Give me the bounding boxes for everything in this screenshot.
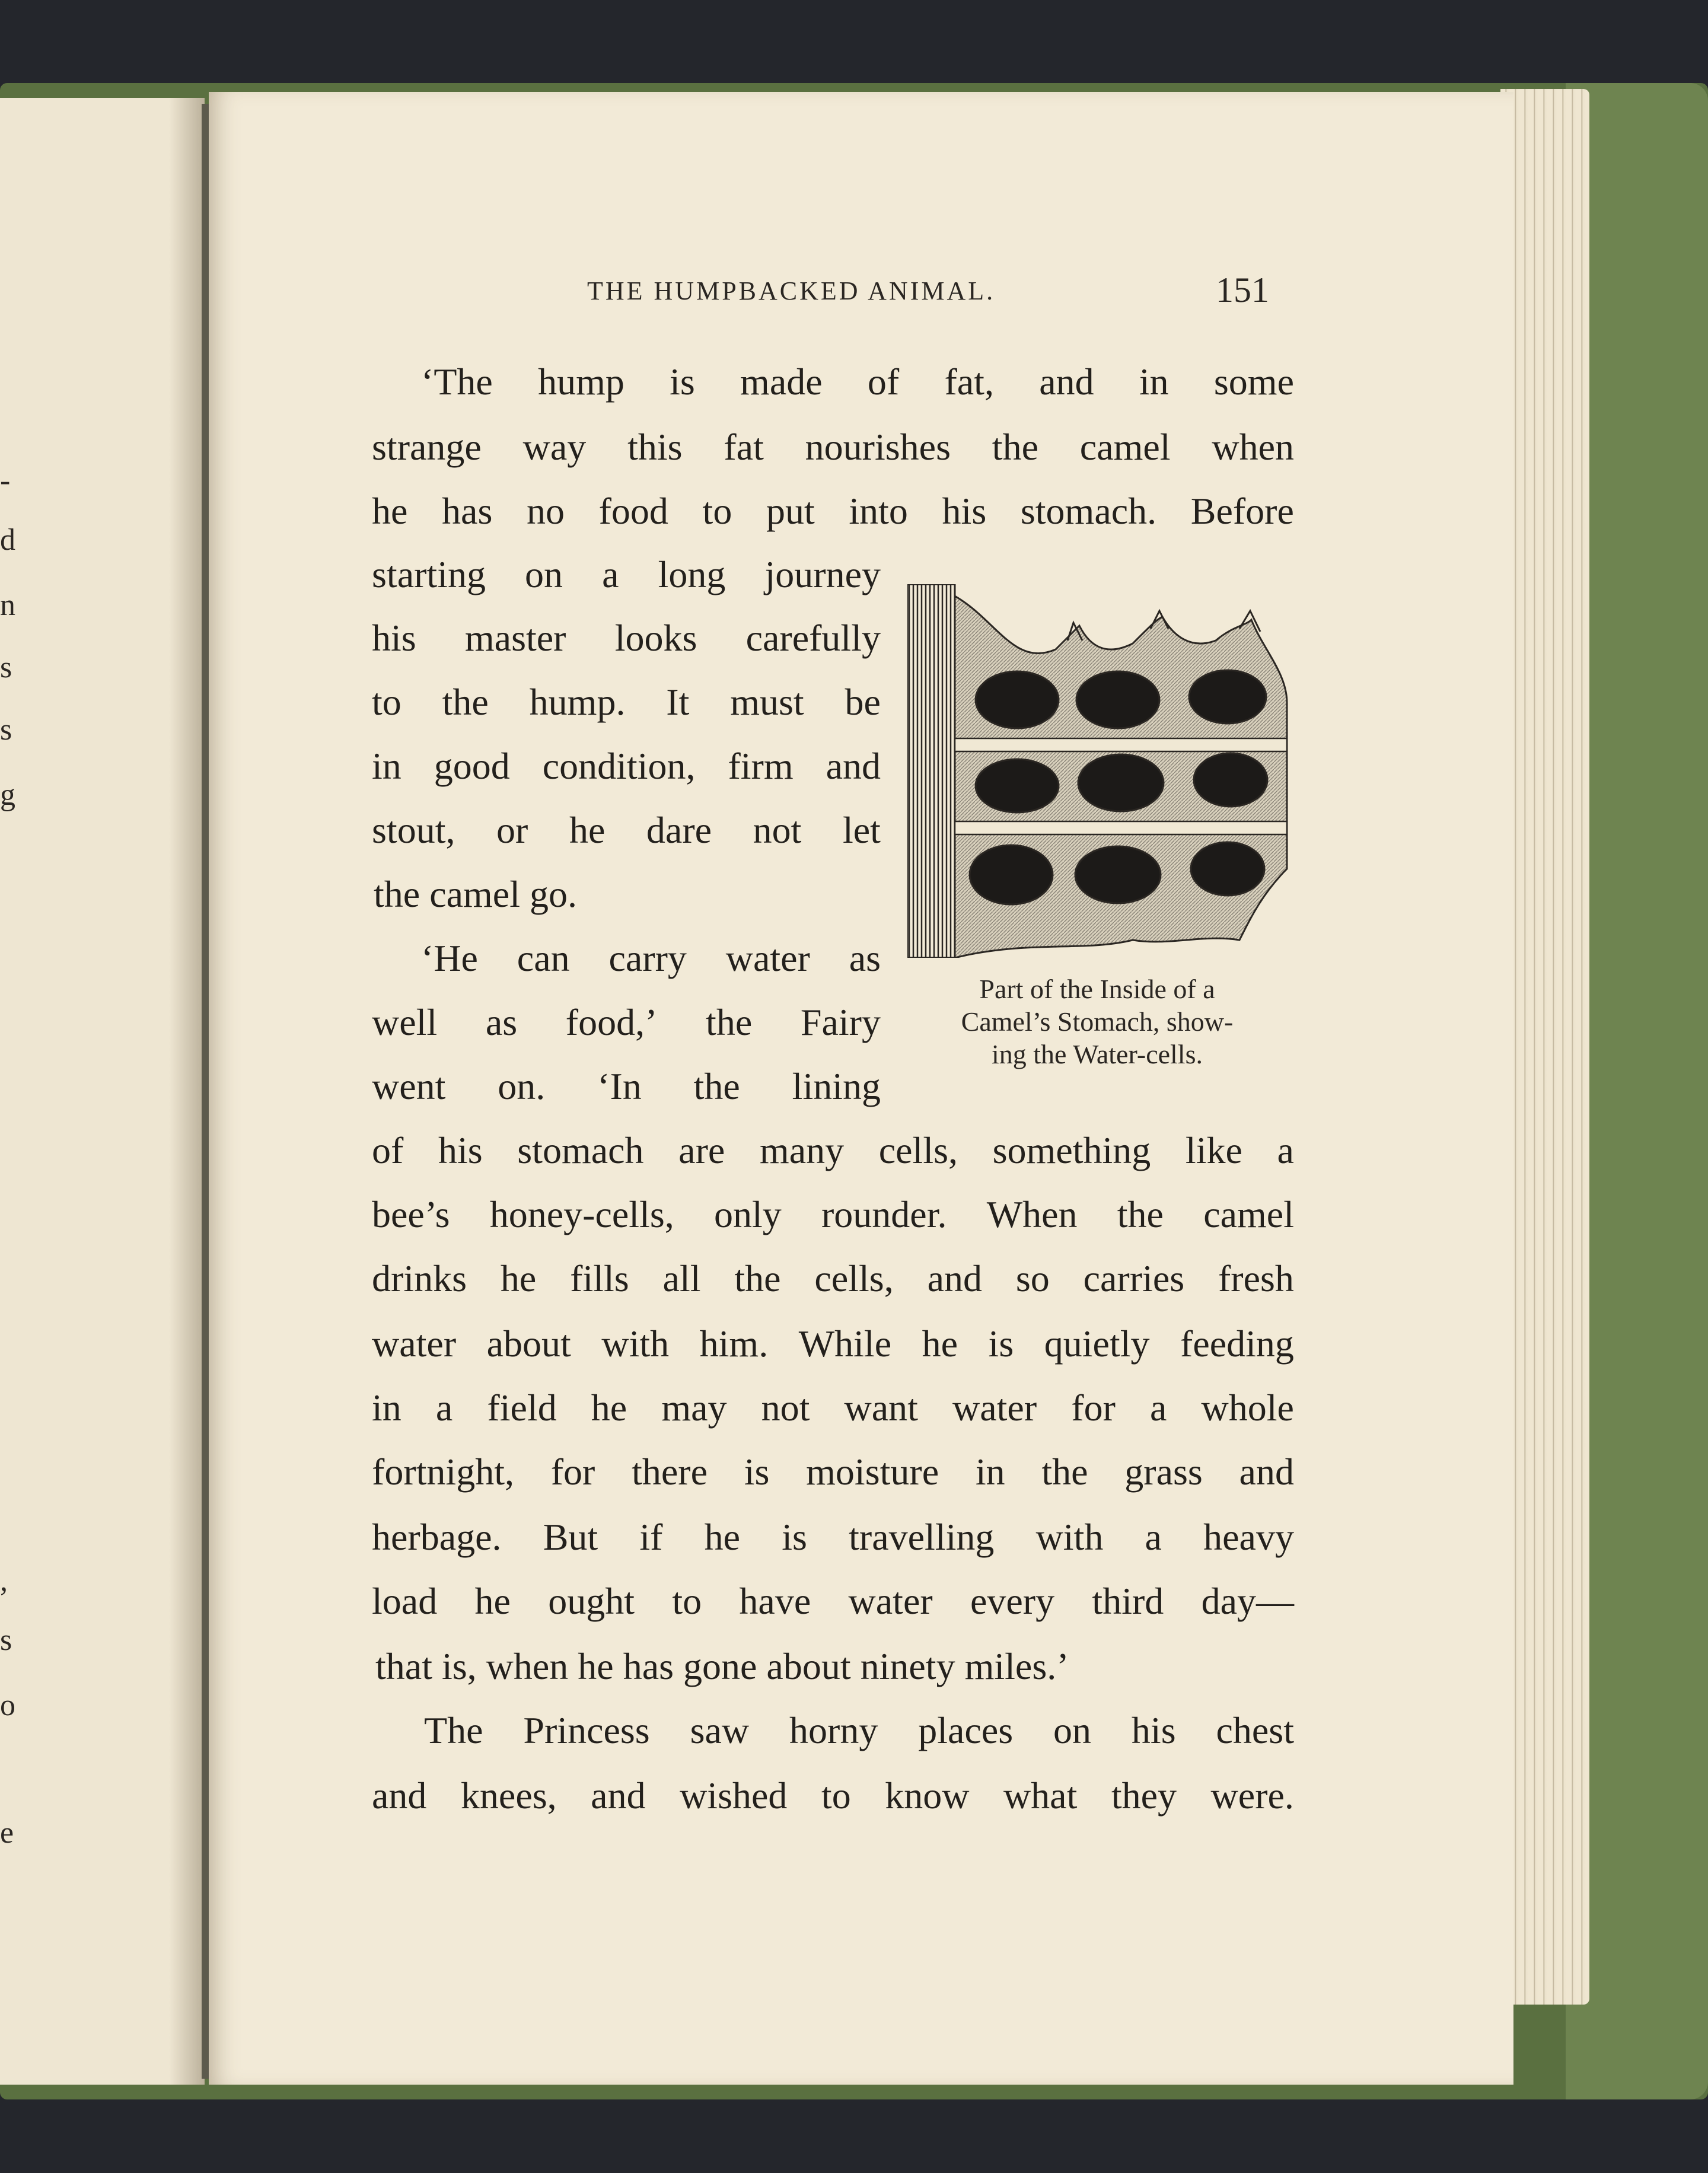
text-line [372, 811, 881, 849]
word: a [1145, 1516, 1162, 1558]
word: so [1015, 1257, 1050, 1299]
word: he [591, 1387, 627, 1429]
word: not [761, 1387, 810, 1429]
word: looks [614, 617, 697, 659]
word: whole [1201, 1387, 1294, 1429]
text-line [372, 492, 1294, 530]
word: him. [699, 1323, 769, 1365]
word: on. [498, 1065, 546, 1107]
word: to [702, 490, 732, 532]
word: ‘In [597, 1065, 642, 1107]
word: long [658, 553, 726, 595]
figure-caption [896, 973, 1299, 1071]
text-line [372, 428, 1294, 466]
word: places [918, 1709, 1014, 1751]
word: he [474, 1580, 511, 1622]
word: and [372, 1774, 427, 1817]
word: bee’s [372, 1193, 450, 1235]
word: water [725, 937, 810, 979]
word: the [693, 1065, 740, 1107]
word: water [848, 1580, 933, 1622]
word: they [1111, 1774, 1177, 1817]
word: But [543, 1516, 598, 1558]
word: cells, [814, 1257, 894, 1299]
text-line [372, 1453, 1294, 1491]
word: When [986, 1193, 1078, 1235]
word: many [759, 1129, 845, 1171]
word: to [372, 681, 401, 723]
word: third [1092, 1580, 1164, 1622]
text-line [372, 1129, 1294, 1171]
word: fat, [944, 361, 994, 403]
word: a [1149, 1387, 1167, 1429]
word: have [739, 1580, 811, 1622]
word: let [842, 809, 881, 851]
word: as [849, 937, 881, 979]
word: fresh [1218, 1257, 1294, 1299]
page-edges [1500, 89, 1589, 2005]
text-line: the camel go. [374, 873, 577, 915]
word: horny [789, 1709, 878, 1751]
left-margin-char: , [0, 1564, 8, 1598]
word: The [424, 1709, 483, 1751]
word: water [952, 1387, 1037, 1429]
word: nourishes [805, 426, 951, 468]
word: honey-cells, [489, 1193, 674, 1235]
word: is [988, 1323, 1014, 1365]
word: a [602, 553, 619, 595]
word: lining [792, 1065, 881, 1107]
word: of [867, 361, 900, 403]
word: on [1053, 1709, 1092, 1751]
word: wished [680, 1774, 788, 1817]
word: only [713, 1193, 782, 1235]
word: stomach [517, 1129, 644, 1171]
left-margin-char: n [0, 588, 15, 622]
word: and [591, 1774, 646, 1817]
word: may [661, 1387, 727, 1429]
word: as [485, 1001, 518, 1043]
word: While [798, 1323, 892, 1365]
word: every [970, 1580, 1055, 1622]
word: to [821, 1774, 851, 1817]
word: carry [608, 937, 687, 979]
word: cells, [878, 1129, 958, 1171]
word: condition, [542, 745, 696, 787]
text-line [372, 1774, 1294, 1817]
text-line [372, 619, 881, 657]
text-line [372, 553, 881, 595]
word: grass [1124, 1451, 1203, 1493]
word: his [1131, 1709, 1176, 1751]
word: put [766, 490, 815, 532]
word: saw [690, 1709, 750, 1751]
word: for [1071, 1387, 1116, 1429]
word: he [372, 490, 408, 532]
word: with [601, 1323, 670, 1365]
text-line [372, 1389, 1294, 1427]
text-line [421, 363, 1294, 401]
word: and [1239, 1451, 1294, 1493]
word: chest [1216, 1709, 1294, 1751]
word: what [1003, 1774, 1078, 1817]
word: be [845, 681, 881, 723]
word: the [1041, 1451, 1088, 1493]
word: if [639, 1516, 663, 1558]
word: carries [1083, 1257, 1185, 1299]
word: this [627, 426, 683, 468]
camel-stomach-illustration [907, 584, 1290, 958]
word: stomach. [1020, 490, 1157, 532]
word: the [992, 426, 1038, 468]
word: water [372, 1323, 457, 1365]
word: for [550, 1451, 595, 1493]
left-margin-char: e [0, 1816, 14, 1850]
word: like [1185, 1129, 1242, 1171]
word: camel [1079, 426, 1171, 468]
text-line [372, 1518, 1294, 1556]
caption-line: Camel’s Stomach, show- [961, 1006, 1234, 1037]
left-margin-char: s [0, 651, 12, 684]
word: to [672, 1580, 702, 1622]
text-line [372, 1257, 1294, 1299]
word: know [885, 1774, 970, 1817]
word: way [522, 426, 587, 468]
text-line: that is, when he has gone about ninety miles.’ [375, 1645, 1069, 1687]
word: a [1277, 1129, 1294, 1171]
word: on [525, 553, 563, 595]
word: firm [728, 745, 794, 787]
word: Princess [523, 1709, 650, 1751]
left-margin-char: o [0, 1688, 15, 1722]
text-line [421, 939, 881, 977]
left-page-shadow [169, 98, 205, 2085]
word: there [632, 1451, 708, 1493]
word: fat [724, 426, 764, 468]
word: he [569, 809, 606, 851]
word: made [740, 361, 823, 403]
left-margin-char: g [0, 778, 15, 812]
text-line [372, 1193, 1294, 1235]
caption-line: Part of the Inside of a [979, 974, 1215, 1004]
text-line [424, 1709, 1294, 1751]
word: ‘The [421, 361, 493, 403]
word: want [844, 1387, 918, 1429]
word: fortnight, [372, 1451, 514, 1493]
word: stout, [372, 809, 455, 851]
word: hump. [529, 681, 626, 723]
word: rounder. [821, 1193, 947, 1235]
word: herbage. [372, 1516, 502, 1558]
word: moisture [806, 1451, 939, 1493]
word: and [826, 745, 881, 787]
word: in [975, 1451, 1005, 1493]
word: and [1039, 361, 1094, 403]
word: went [372, 1065, 446, 1107]
word: is [782, 1516, 807, 1558]
word: into [849, 490, 908, 532]
text-line [372, 1325, 1294, 1363]
word: something [992, 1129, 1151, 1171]
word: dare [646, 809, 712, 851]
word: knees, [460, 1774, 557, 1817]
word: fills [570, 1257, 629, 1299]
word: quietly [1044, 1323, 1150, 1365]
page-number: 151 [1216, 270, 1269, 310]
word: in [372, 745, 401, 787]
word: starting [372, 553, 486, 595]
word: must [730, 681, 804, 723]
word: the [1117, 1193, 1164, 1235]
word: of [372, 1129, 404, 1171]
word: when [1212, 426, 1294, 468]
text-line [372, 1065, 881, 1107]
word: with [1035, 1516, 1104, 1558]
word: is [670, 361, 695, 403]
word: can [517, 937, 570, 979]
text-line [372, 747, 881, 785]
text-line [372, 683, 881, 721]
word: food,’ [565, 1001, 658, 1043]
word: are [678, 1129, 725, 1171]
word: field [487, 1387, 557, 1429]
word: heavy [1203, 1516, 1294, 1558]
word: in [372, 1387, 401, 1429]
word: well [372, 1001, 438, 1043]
word: all [662, 1257, 701, 1299]
word: about [486, 1323, 571, 1365]
word: day— [1201, 1580, 1294, 1622]
word: or [496, 809, 528, 851]
word: ‘He [421, 937, 478, 979]
word: drinks [372, 1257, 467, 1299]
left-margin-char: - [0, 464, 11, 498]
word: he [922, 1323, 958, 1365]
word: strange [372, 426, 482, 468]
word: It [666, 681, 690, 723]
word: has [442, 490, 493, 532]
left-margin-char: d [0, 523, 15, 557]
running-head: THE HUMPBACKED ANIMAL. [587, 276, 996, 305]
word: and [927, 1257, 982, 1299]
left-margin-char: s [0, 713, 12, 747]
word: his [942, 490, 987, 532]
word: ought [548, 1580, 635, 1622]
word: travelling [849, 1516, 995, 1558]
word: Before [1190, 490, 1294, 532]
word: some [1213, 361, 1294, 403]
word: food [598, 490, 668, 532]
word: is [744, 1451, 770, 1493]
word: his [372, 617, 416, 659]
text-line [372, 1582, 1294, 1620]
word: he [500, 1257, 537, 1299]
word: Fairy [800, 1001, 881, 1043]
word: the [734, 1257, 781, 1299]
word: no [526, 490, 565, 532]
word: not [753, 809, 802, 851]
word: he [704, 1516, 741, 1558]
word: good [434, 745, 510, 787]
caption-line: ing the Water-cells. [991, 1039, 1203, 1070]
word: load [372, 1580, 438, 1622]
word: journey [764, 553, 881, 595]
word: the [706, 1001, 753, 1043]
left-margin-char: s [0, 1623, 12, 1657]
word: the [442, 681, 489, 723]
word: in [1139, 361, 1169, 403]
word: master [464, 617, 566, 659]
word: his [438, 1129, 483, 1171]
word: camel [1203, 1193, 1294, 1235]
text-line [372, 1003, 881, 1041]
left-page [0, 98, 205, 2085]
word: carefully [745, 617, 881, 659]
word: feeding [1180, 1323, 1294, 1365]
word: were. [1210, 1774, 1294, 1817]
word: hump [538, 361, 624, 403]
word: a [435, 1387, 453, 1429]
